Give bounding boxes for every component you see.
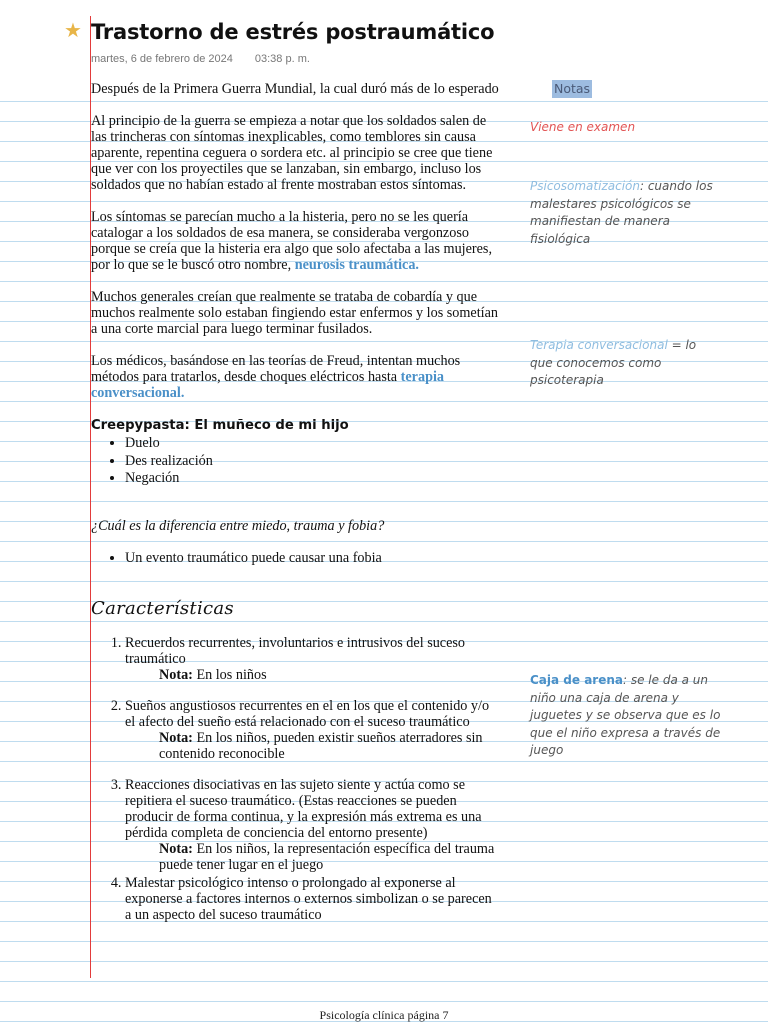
- page-date: martes, 6 de febrero de 2024: [91, 53, 233, 65]
- exam-note: Viene en examen: [530, 120, 636, 134]
- item-text: Malestar psicológico intenso o prolongado al exponerse al exponerse a factores internos o externos simbolizan o se parecen a un aspecto del suceso traumático: [125, 875, 492, 923]
- note-body[interactable]: [91, 81, 501, 938]
- notes-header: Notas: [554, 81, 591, 96]
- list-item: • Un evento traumático puede causar una fobia: [125, 550, 501, 568]
- list-item: [125, 777, 501, 873]
- item-note: [125, 667, 501, 683]
- paragraph-5: [91, 353, 501, 401]
- paragraph-3-text: Los síntomas se parecían mucho a la histeria, pero no se les quería catalogar a los soldados de esa manera, se consideraba vergonzoso porque se creía que la histeria era algo que solo afectaba a las mujeres, por lo que se le buscó otro nombre,: [91, 209, 493, 273]
- terapia-def: = lo que conocemos como psicoterapia: [530, 338, 697, 387]
- page-title: Trastorno de estrés postraumático: [91, 20, 495, 44]
- list-item: [125, 875, 501, 923]
- list-item: • Des realización: [125, 453, 501, 471]
- paragraph-5-text: Los médicos, basándose en las teorías de Freud, intentan muchos métodos para tratarlos, desde choques eléctricos hasta: [91, 353, 461, 385]
- question-text: ¿Cuál es la diferencia entre miedo, trauma y fobia?: [91, 517, 385, 534]
- caja-arena-term: Caja de arena: [530, 673, 623, 687]
- caja-arena-def: : se le da a un niño una caja de arena y juguetes y se observa que es lo que el niño expresa a través de juego: [530, 673, 721, 757]
- list-item: [125, 635, 501, 683]
- characteristics-heading: Características: [91, 598, 234, 619]
- star-icon[interactable]: ★: [64, 18, 82, 42]
- note-label: Nota:: [159, 841, 193, 857]
- question-list: [91, 550, 501, 568]
- highlight-neurosis: neurosis traumática.: [294, 257, 419, 273]
- psicosomatizacion-note: [530, 178, 715, 248]
- list-item: • Duelo: [125, 435, 501, 453]
- terapia-note: [530, 337, 710, 390]
- psicosomatizacion-def: : cuando los malestares psicológicos se manifiestan de manera fisiológica: [530, 179, 713, 246]
- page-meta: [91, 53, 310, 65]
- item-text: Reacciones disociativas en las sujeto siente y actúa como se repitiera el suceso traumático. (Estas reacciones se pueden producir de forma continua, y la expresión más extrema es una pérdida completa de conciencia del entorno presente): [125, 777, 482, 841]
- note-label: Nota:: [159, 667, 193, 683]
- page-footer: Psicología clínica página 7: [319, 1008, 449, 1022]
- paragraph-2: Al principio de la guerra se empieza a notar que los soldados salen de las trincheras con síntomas inexplicables, como temblores sin causa aparente, repentina ceguera o sordera etc. al principio se cree que tiene que ver con los proyectiles que se lanzaban, sin embargo, incluso los soldados que no habían estado al frente mostraban estos síntomas.: [91, 113, 493, 193]
- creepypasta-list: [91, 435, 501, 488]
- item-note: [125, 730, 501, 762]
- item-text: Recuerdos recurrentes, involuntarios e intrusivos del suceso traumático: [125, 635, 466, 667]
- list-item: • Negación: [125, 470, 501, 488]
- paragraph-1: Después de la Primera Guerra Mundial, la cual duró más de lo esperado: [91, 81, 499, 97]
- paragraph-4: Muchos generales creían que realmente se trataba de cobardía y que muchos realmente solo estaban fingiendo estar enfermos y los sometían a una corte marcial para luego terminar fusilados.: [91, 289, 498, 337]
- paragraph-3: [91, 209, 501, 273]
- note-text: En los niños, pueden existir sueños aterradores sin contenido reconocible: [159, 730, 483, 762]
- creepypasta-heading: Creepypasta: El muñeco de mi hijo: [91, 418, 349, 433]
- highlight-terapia: terapia conversacional.: [91, 369, 444, 401]
- note-text: En los niños, la representación específica del trauma puede tener lugar en el juego: [159, 841, 495, 873]
- page-time: 03:38 p. m.: [254, 53, 310, 65]
- characteristics-list: [91, 635, 501, 923]
- item-text: Sueños angustiosos recurrentes en el en los que el contenido y/o el afecto del sueño está relacionado con el suceso traumático: [125, 698, 490, 730]
- caja-arena-note: [530, 672, 725, 760]
- note-text: En los niños: [196, 667, 267, 683]
- psicosomatizacion-term: Psicosomatización: [530, 179, 640, 193]
- note-label: Nota:: [159, 730, 193, 746]
- terapia-term: Terapia conversacional: [530, 338, 668, 352]
- list-item: [125, 698, 501, 762]
- item-note: [125, 841, 501, 873]
